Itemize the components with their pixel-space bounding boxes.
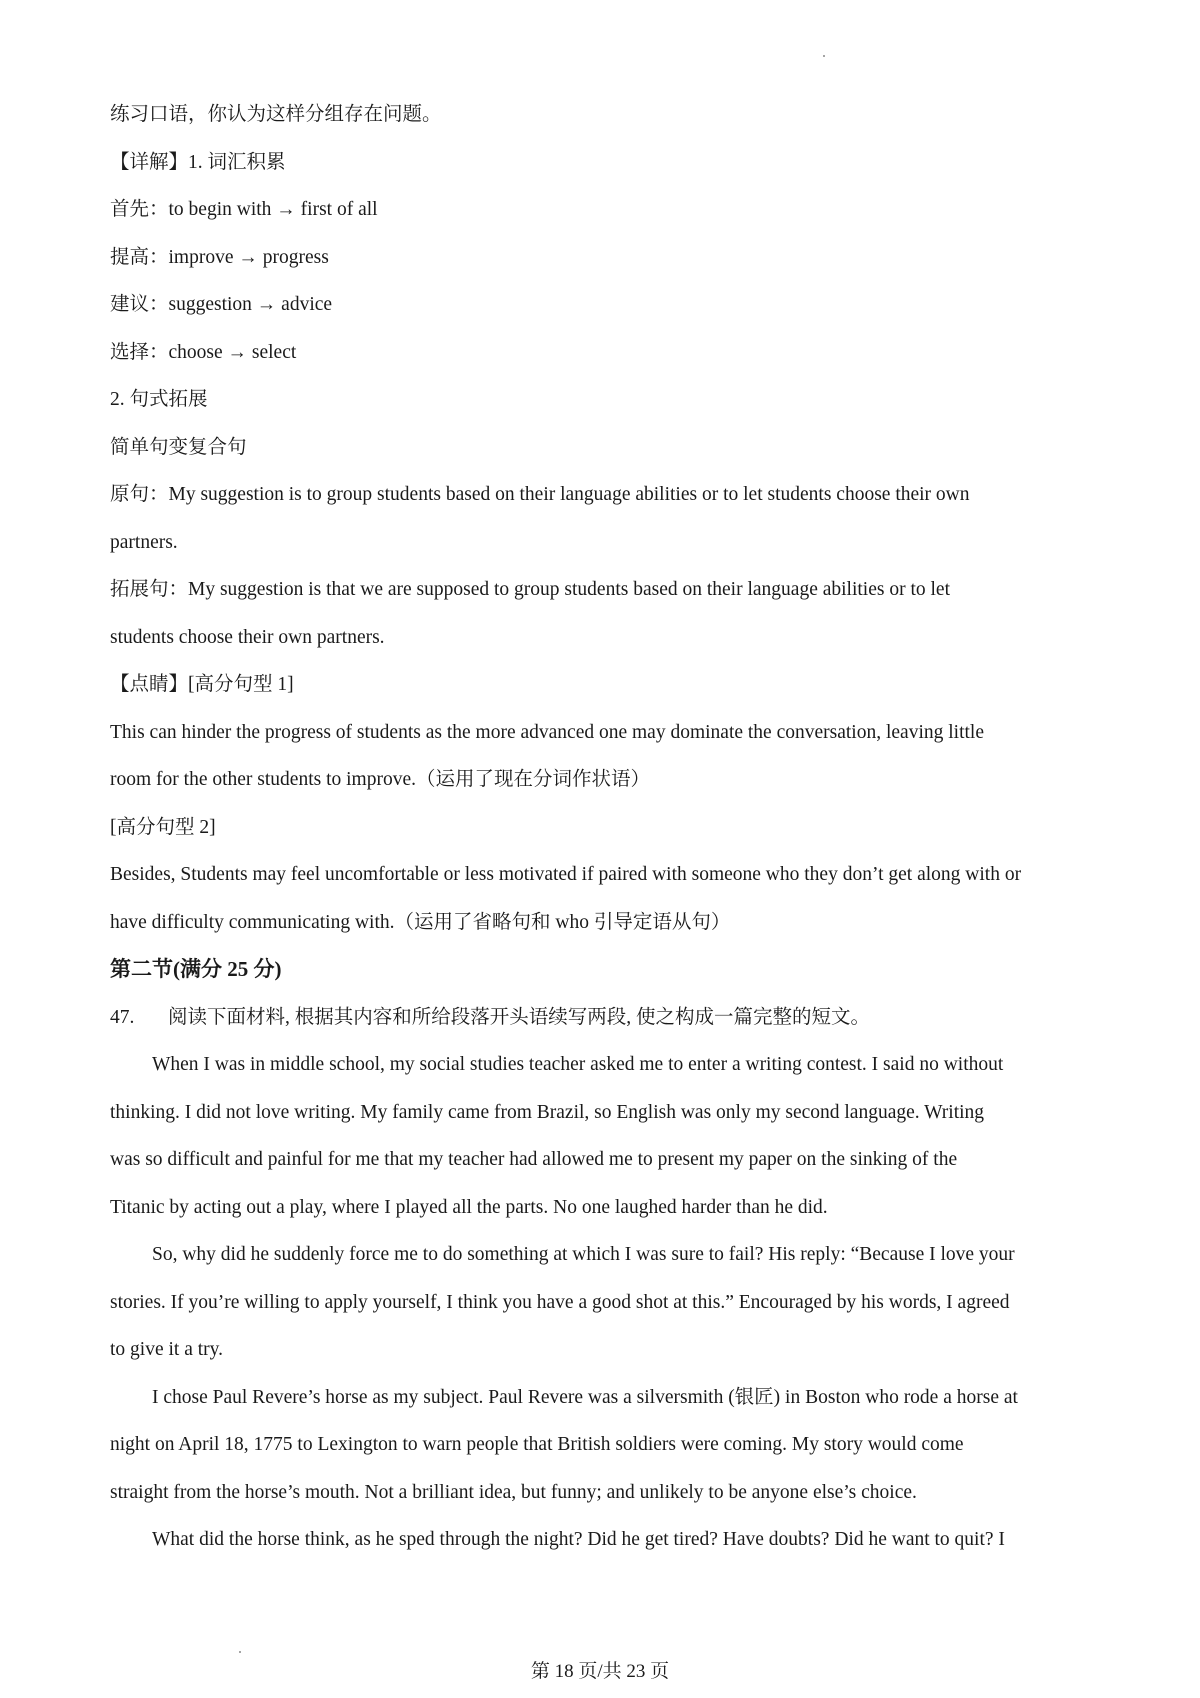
passage-line: What did the horse think, as he sped through the night? Did he get tired? Have doubts? Did he want to quit? I [152,1529,1005,1550]
passage-line: to give it a try. [110,1339,224,1360]
text-line: 选择：choose → select [110,342,297,363]
text-line: have difficulty communicating with.（运用了省略句和 who 引导定语从句） [110,912,731,933]
text-line: room for the other students to improve.（运用了现在分词作状语） [110,769,650,790]
passage-line: When I was in middle school, my social studies teacher asked me to enter a writing contest. I said no without [152,1054,1004,1075]
passage-line: straight from the horse’s mouth. Not a brilliant idea, but funny; and unlikely to be anyone else’s choice. [110,1482,917,1503]
text-line: 建议：suggestion → advice [110,294,333,315]
passage-line: Titanic by acting out a play, where I played all the parts. No one laughed harder than he did. [110,1197,828,1218]
text-line: 首先：to begin with → first of all [110,199,378,220]
text-line: 简单句变复合句 [110,437,247,458]
passage-line: thinking. I did not love writing. My family came from Brazil, so English was only my second language. Writing [110,1102,985,1123]
text-line: 2. 句式拓展 [110,389,208,410]
text-line: Besides, Students may feel uncomfortable or less motivated if paired with someone who they don’t get along with or [110,864,1022,885]
text-line: This can hinder the progress of students as the more advanced one may dominate the conversation, leaving little [110,722,984,743]
passage-line: So, why did he suddenly force me to do something at which I was sure to fail? His reply: “Because I love your [152,1244,1015,1265]
passage-line: stories. If you’re willing to apply yourself, I think you have a good shot at this.” Encouraged by his words, I agreed [110,1292,1010,1313]
page-footer: 第 18 页/共 23 页 [530,1661,670,1682]
text-line: 拓展句：My suggestion is that we are supposed to group students based on their language abilities or to let [110,579,950,600]
text-line: 【点睛】[高分句型 1] [110,674,294,695]
passage-line: was so difficult and painful for me that my teacher had allowed me to present my paper on the sinking of the [110,1149,958,1170]
text-line: [高分句型 2] [110,817,216,838]
question-number: 47. [110,1007,135,1028]
text-line: 提高：improve → progress [110,247,329,268]
section-heading: 第二节(满分 25 分) [110,957,282,981]
text-line: 原句：My suggestion is to group students based on their language abilities or to let students choose their own [110,484,970,505]
question-instruction: 阅读下面材料, 根据其内容和所给段落开头语续写两段, 使之构成一篇完整的短文。 [168,1007,871,1028]
text-line: partners. [110,532,178,553]
question-47 [110,1004,1110,1032]
text-line: 练习口语，你认为这样分组存在问题。 [110,104,442,125]
scan-speck [239,1651,241,1653]
text-line: 【详解】1. 词汇积累 [110,152,286,173]
passage-line: I chose Paul Revere’s horse as my subject. Paul Revere was a silversmith (银匠) in Boston who rode a horse at [152,1387,1018,1408]
text-line: students choose their own partners. [110,627,385,648]
passage-line: night on April 18, 1775 to Lexington to warn people that British soldiers were coming. My story would come [110,1434,964,1455]
scan-speck [823,55,825,57]
